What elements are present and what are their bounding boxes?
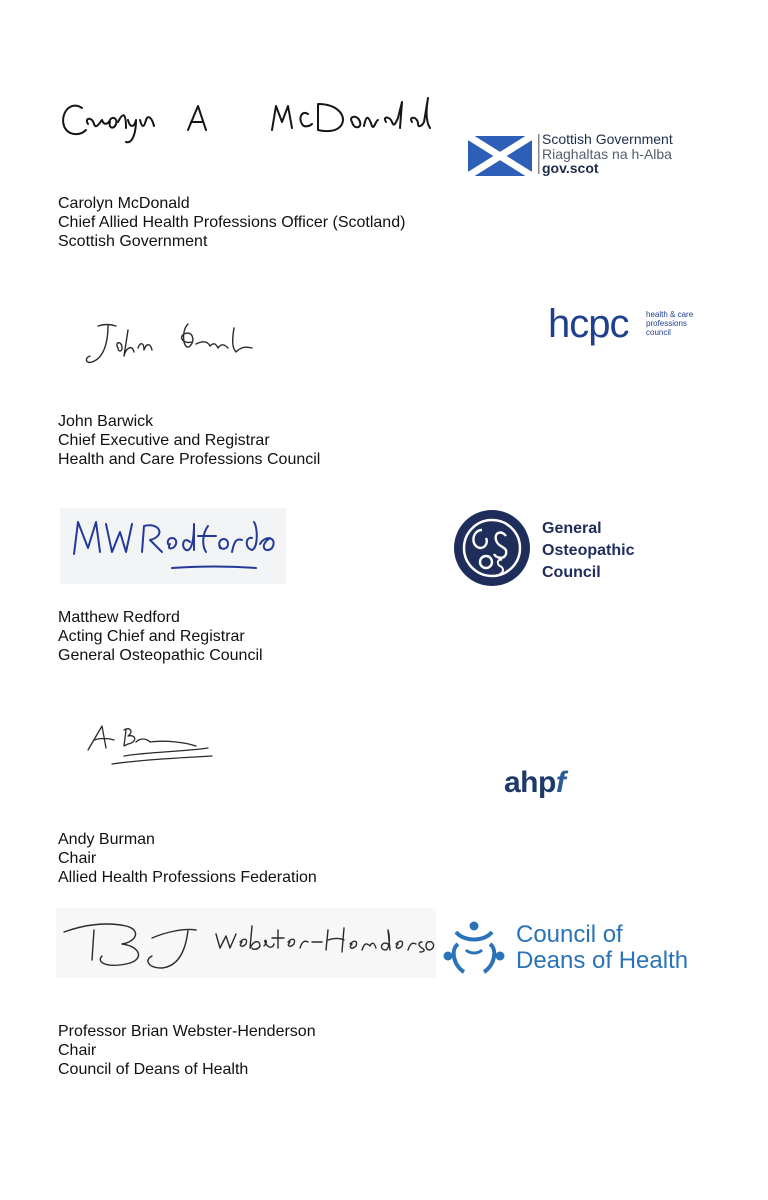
scotgov-name: Scottish Government (542, 131, 673, 147)
signature-john-barwick (80, 312, 270, 372)
ahpf-logo (504, 766, 594, 806)
hcpc-logo (548, 304, 698, 348)
signatory-title: Chair (58, 850, 97, 867)
signatory-name: Andy Burman (58, 831, 155, 848)
signatory-name: Professor Brian Webster-Henderson (58, 1023, 316, 1040)
scotgov-gaelic-name: Riaghaltas na h-Alba (542, 145, 672, 162)
signatory-name: Matthew Redford (58, 609, 180, 626)
ahpf-wordmark-f: f (555, 766, 566, 799)
ahpf-wordmark: ahp (504, 766, 556, 799)
signatory-organisation: Scottish Government (58, 233, 208, 250)
signatory-name: John Barwick (58, 413, 154, 430)
gosc-name-line: Council (542, 564, 601, 581)
codh-name-line: Deans of Health (516, 947, 689, 974)
hcpc-sub-line: professions (646, 319, 687, 328)
signature-carolyn-mcdonald (56, 92, 456, 148)
saltire-flag-icon (468, 136, 532, 176)
codh-people-icon (442, 920, 506, 976)
gosc-emblem-icon (452, 508, 532, 588)
signatory-title: Acting Chief and Registrar (58, 628, 245, 645)
scotgov-url: gov.scot (542, 160, 599, 176)
signatory-organisation: Health and Care Professions Council (58, 451, 321, 468)
signatory-title: Chief Allied Health Professions Officer (Scotland) (58, 214, 406, 231)
signatory-block (58, 412, 320, 469)
signatory-title: Chair (58, 1042, 97, 1059)
signature-matthew-redford (60, 508, 286, 584)
gosc-name-line: Osteopathic (542, 542, 635, 559)
codh-name-line: Council of (516, 921, 623, 948)
signatory-block (58, 830, 317, 887)
scottish-government-logo (468, 132, 698, 176)
hcpc-sub-line: council (646, 328, 671, 337)
signatory-organisation: General Osteopathic Council (58, 647, 263, 664)
gosc-name-line: General (542, 520, 602, 537)
signatory-block (58, 194, 405, 251)
signatory-name: Carolyn McDonald (58, 195, 190, 212)
hcpc-wordmark: hcpc (548, 302, 629, 346)
signature-andy-burman (84, 716, 218, 772)
gosc-logo (452, 508, 652, 588)
signatory-organisation: Council of Deans of Health (58, 1061, 249, 1078)
signature-brian-webster-henderson (56, 908, 436, 978)
signatory-title: Chief Executive and Registrar (58, 432, 270, 449)
signatory-block (58, 1022, 316, 1079)
signatory-organisation: Allied Health Professions Federation (58, 869, 317, 886)
signatory-block (58, 608, 263, 665)
council-of-deans-of-health-logo (442, 918, 702, 978)
hcpc-sub-line: health & care (646, 310, 694, 319)
